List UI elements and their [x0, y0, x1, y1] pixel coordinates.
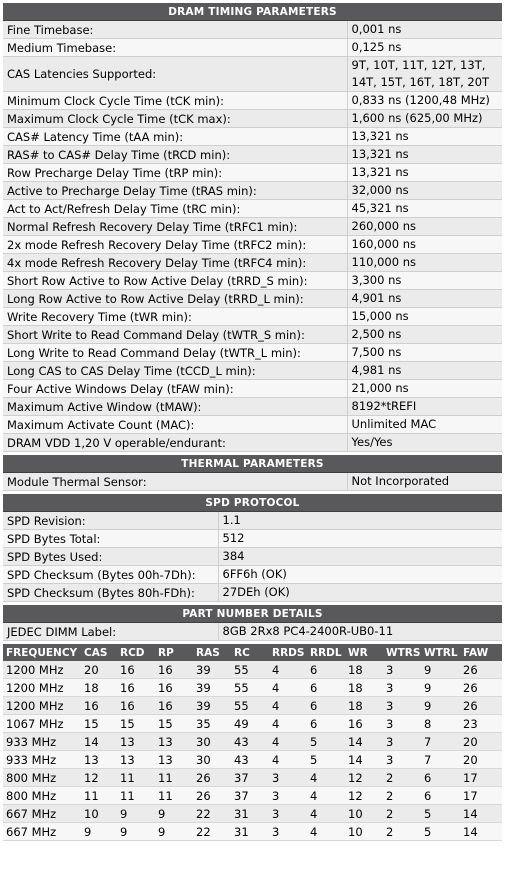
frequency-cell: 3 — [383, 697, 421, 715]
param-value: 6FF6h (OK) — [218, 566, 502, 584]
frequency-cell: 3 — [383, 715, 421, 733]
timing-row — [3, 164, 502, 182]
param-label: SPD Revision: — [3, 512, 218, 530]
timing-row — [3, 110, 502, 128]
frequency-cell: 16 — [117, 661, 155, 679]
param-label: Minimum Clock Cycle Time (tCK min): — [3, 92, 347, 110]
frequency-row — [3, 679, 502, 697]
frequency-cell: 14 — [81, 733, 117, 751]
frequency-cell: 3 — [269, 769, 307, 787]
section-spd-protocol — [3, 494, 502, 602]
frequency-cell: 55 — [231, 661, 269, 679]
frequency-table — [3, 644, 502, 841]
timing-row — [3, 254, 502, 272]
part-row — [3, 623, 502, 641]
frequency-cell: 14 — [345, 751, 383, 769]
frequency-row — [3, 715, 502, 733]
frequency-cell: 6 — [307, 697, 345, 715]
frequency-cell: 6 — [307, 679, 345, 697]
param-value: 9T, 10T, 11T, 12T, 13T, 14T, 15T, 16T, 18T, 20T — [347, 57, 502, 92]
frequency-rows — [3, 661, 502, 841]
column-header: RRDS — [269, 644, 307, 661]
frequency-header-row — [3, 644, 502, 661]
frequency-cell: 7 — [421, 733, 460, 751]
spd-row — [3, 584, 502, 602]
frequency-cell: 16 — [81, 697, 117, 715]
column-header: CAS — [81, 644, 117, 661]
timing-row — [3, 92, 502, 110]
param-label: DRAM VDD 1,20 V operable/endurant: — [3, 434, 347, 452]
section-title-thermal: THERMAL PARAMETERS — [3, 455, 502, 473]
param-value: 8GB 2Rx8 PC4-2400R-UB0-11 — [218, 623, 502, 641]
frequency-cell: 43 — [231, 751, 269, 769]
frequency-cell: 20 — [81, 661, 117, 679]
spd-table — [3, 494, 502, 602]
param-label: Maximum Active Window (tMAW): — [3, 398, 347, 416]
param-value: 1.1 — [218, 512, 502, 530]
frequency-cell: 16 — [117, 697, 155, 715]
spd-row — [3, 530, 502, 548]
frequency-cell: 6 — [307, 661, 345, 679]
param-label: Active to Precharge Delay Time (tRAS min): — [3, 182, 347, 200]
param-value: 110,000 ns — [347, 254, 502, 272]
frequency-cell: 6 — [307, 715, 345, 733]
frequency-row — [3, 697, 502, 715]
param-value: 13,321 ns — [347, 128, 502, 146]
frequency-cell: 4 — [269, 697, 307, 715]
frequency-cell: 7 — [421, 751, 460, 769]
frequency-cell: 3 — [269, 823, 307, 841]
timing-row — [3, 200, 502, 218]
timing-row — [3, 21, 502, 39]
param-value: 45,321 ns — [347, 200, 502, 218]
frequency-cell: 15 — [155, 715, 193, 733]
frequency-cell: 9 — [81, 823, 117, 841]
param-value: 13,321 ns — [347, 146, 502, 164]
param-label: Fine Timebase: — [3, 21, 347, 39]
frequency-cell: 55 — [231, 679, 269, 697]
param-value: Not Incorporated — [347, 473, 502, 491]
timing-row — [3, 308, 502, 326]
frequency-row — [3, 787, 502, 805]
frequency-cell: 3 — [269, 805, 307, 823]
param-label: SPD Bytes Used: — [3, 548, 218, 566]
frequency-cell: 9 — [155, 823, 193, 841]
frequency-cell: 16 — [117, 679, 155, 697]
timing-row — [3, 398, 502, 416]
param-label: Write Recovery Time (tWR min): — [3, 308, 347, 326]
timing-row — [3, 344, 502, 362]
frequency-cell: 667 MHz — [3, 823, 81, 841]
frequency-cell: 4 — [307, 805, 345, 823]
frequency-cell: 1200 MHz — [3, 697, 81, 715]
timing-row — [3, 362, 502, 380]
frequency-cell: 11 — [117, 787, 155, 805]
frequency-cell: 800 MHz — [3, 769, 81, 787]
frequency-cell: 5 — [307, 733, 345, 751]
frequency-cell: 933 MHz — [3, 751, 81, 769]
frequency-cell: 37 — [231, 769, 269, 787]
frequency-cell: 13 — [155, 751, 193, 769]
frequency-cell: 31 — [231, 823, 269, 841]
section-frequency — [3, 644, 502, 841]
thermal-row — [3, 473, 502, 491]
frequency-row — [3, 661, 502, 679]
frequency-cell: 4 — [269, 715, 307, 733]
column-header: WTRL — [421, 644, 460, 661]
param-label: Maximum Activate Count (MAC): — [3, 416, 347, 434]
frequency-cell: 10 — [345, 823, 383, 841]
frequency-cell: 37 — [231, 787, 269, 805]
thermal-rows — [3, 473, 502, 491]
timing-row — [3, 128, 502, 146]
frequency-cell: 9 — [155, 805, 193, 823]
frequency-cell: 39 — [193, 679, 231, 697]
timing-row — [3, 39, 502, 57]
frequency-cell: 3 — [383, 751, 421, 769]
param-value: 0,125 ns — [347, 39, 502, 57]
param-label: Medium Timebase: — [3, 39, 347, 57]
thermal-table — [3, 455, 502, 491]
param-label: SPD Checksum (Bytes 80h-FDh): — [3, 584, 218, 602]
param-label: Four Active Windows Delay (tFAW min): — [3, 380, 347, 398]
param-value: 32,000 ns — [347, 182, 502, 200]
timing-row — [3, 182, 502, 200]
frequency-cell: 26 — [193, 769, 231, 787]
timing-row — [3, 326, 502, 344]
param-value: 384 — [218, 548, 502, 566]
param-label: Module Thermal Sensor: — [3, 473, 347, 491]
param-label: CAS# Latency Time (tAA min): — [3, 128, 347, 146]
column-header: RRDL — [307, 644, 345, 661]
frequency-cell: 18 — [81, 679, 117, 697]
column-header: RP — [155, 644, 193, 661]
param-value: Unlimited MAC — [347, 416, 502, 434]
frequency-cell: 30 — [193, 733, 231, 751]
param-value: 7,500 ns — [347, 344, 502, 362]
frequency-cell: 14 — [345, 733, 383, 751]
param-value: 13,321 ns — [347, 164, 502, 182]
frequency-cell: 16 — [155, 679, 193, 697]
param-value: 8192*tREFI — [347, 398, 502, 416]
frequency-cell: 26 — [193, 787, 231, 805]
frequency-cell: 4 — [269, 661, 307, 679]
frequency-cell: 14 — [460, 823, 502, 841]
section-dram-timing — [3, 3, 502, 452]
param-value: 15,000 ns — [347, 308, 502, 326]
frequency-cell: 18 — [345, 697, 383, 715]
frequency-cell: 8 — [421, 715, 460, 733]
frequency-cell: 17 — [460, 769, 502, 787]
frequency-cell: 23 — [460, 715, 502, 733]
frequency-cell: 13 — [117, 733, 155, 751]
param-label: Long CAS to CAS Delay Time (tCCD_L min): — [3, 362, 347, 380]
frequency-cell: 30 — [193, 751, 231, 769]
param-value: 3,300 ns — [347, 272, 502, 290]
frequency-cell: 9 — [117, 805, 155, 823]
frequency-cell: 2 — [383, 805, 421, 823]
frequency-cell: 16 — [155, 661, 193, 679]
frequency-cell: 6 — [421, 769, 460, 787]
frequency-cell: 35 — [193, 715, 231, 733]
frequency-cell: 26 — [460, 661, 502, 679]
frequency-cell: 4 — [307, 787, 345, 805]
frequency-cell: 4 — [269, 679, 307, 697]
column-header: FREQUENCY — [3, 644, 81, 661]
column-header: RCD — [117, 644, 155, 661]
frequency-cell: 1067 MHz — [3, 715, 81, 733]
part-table — [3, 605, 502, 641]
frequency-cell: 3 — [383, 679, 421, 697]
frequency-cell: 12 — [345, 787, 383, 805]
section-title-timing: DRAM TIMING PARAMETERS — [3, 3, 502, 21]
frequency-cell: 11 — [117, 769, 155, 787]
param-label: RAS# to CAS# Delay Time (tRCD min): — [3, 146, 347, 164]
frequency-cell: 11 — [81, 787, 117, 805]
frequency-cell: 933 MHz — [3, 733, 81, 751]
frequency-cell: 39 — [193, 697, 231, 715]
dram-timing-table — [3, 3, 502, 452]
frequency-cell: 18 — [345, 661, 383, 679]
frequency-row — [3, 751, 502, 769]
frequency-row — [3, 823, 502, 841]
frequency-cell: 20 — [460, 751, 502, 769]
frequency-cell: 3 — [269, 787, 307, 805]
frequency-cell: 11 — [155, 787, 193, 805]
frequency-cell: 4 — [307, 769, 345, 787]
frequency-cell: 16 — [345, 715, 383, 733]
frequency-cell: 12 — [345, 769, 383, 787]
frequency-cell: 3 — [383, 661, 421, 679]
spd-row — [3, 566, 502, 584]
frequency-cell: 26 — [460, 697, 502, 715]
frequency-cell: 4 — [269, 751, 307, 769]
timing-row — [3, 236, 502, 254]
param-label: Act to Act/Refresh Delay Time (tRC min): — [3, 200, 347, 218]
param-label: Maximum Clock Cycle Time (tCK max): — [3, 110, 347, 128]
frequency-cell: 18 — [345, 679, 383, 697]
spd-rows — [3, 512, 502, 602]
frequency-cell: 22 — [193, 823, 231, 841]
frequency-cell: 1200 MHz — [3, 661, 81, 679]
frequency-cell: 3 — [383, 733, 421, 751]
frequency-cell: 16 — [155, 697, 193, 715]
frequency-cell: 9 — [421, 661, 460, 679]
frequency-cell: 39 — [193, 661, 231, 679]
frequency-cell: 5 — [421, 823, 460, 841]
param-label: Long Write to Read Command Delay (tWTR_L min): — [3, 344, 347, 362]
frequency-cell: 5 — [307, 751, 345, 769]
frequency-cell: 13 — [155, 733, 193, 751]
param-label: Long Row Active to Row Active Delay (tRRD_L min): — [3, 290, 347, 308]
param-value: 2,500 ns — [347, 326, 502, 344]
section-title-spd: SPD PROTOCOL — [3, 494, 502, 512]
param-label: Short Row Active to Row Active Delay (tRRD_S min): — [3, 272, 347, 290]
param-label: CAS Latencies Supported: — [3, 57, 347, 92]
timing-row — [3, 146, 502, 164]
timing-row — [3, 380, 502, 398]
frequency-cell: 10 — [81, 805, 117, 823]
spd-row — [3, 548, 502, 566]
timing-row — [3, 272, 502, 290]
param-label: JEDEC DIMM Label: — [3, 623, 218, 641]
frequency-cell: 55 — [231, 697, 269, 715]
spd-info-panel — [3, 3, 502, 841]
frequency-cell: 17 — [460, 787, 502, 805]
param-value: 4,981 ns — [347, 362, 502, 380]
frequency-cell: 5 — [421, 805, 460, 823]
frequency-cell: 11 — [155, 769, 193, 787]
frequency-row — [3, 733, 502, 751]
param-label: 4x mode Refresh Recovery Delay Time (tRFC4 min): — [3, 254, 347, 272]
param-value: Yes/Yes — [347, 434, 502, 452]
frequency-cell: 13 — [117, 751, 155, 769]
param-label: Row Precharge Delay Time (tRP min): — [3, 164, 347, 182]
frequency-cell: 20 — [460, 733, 502, 751]
frequency-cell: 2 — [383, 787, 421, 805]
frequency-cell: 31 — [231, 805, 269, 823]
param-label: Normal Refresh Recovery Delay Time (tRFC1 min): — [3, 218, 347, 236]
frequency-cell: 2 — [383, 823, 421, 841]
column-header: RC — [231, 644, 269, 661]
frequency-cell: 9 — [117, 823, 155, 841]
frequency-cell: 667 MHz — [3, 805, 81, 823]
timing-row — [3, 434, 502, 452]
param-value: 4,901 ns — [347, 290, 502, 308]
timing-rows — [3, 21, 502, 452]
frequency-cell: 14 — [460, 805, 502, 823]
frequency-cell: 10 — [345, 805, 383, 823]
frequency-cell: 4 — [307, 823, 345, 841]
frequency-cell: 15 — [117, 715, 155, 733]
param-value: 0,001 ns — [347, 21, 502, 39]
timing-row — [3, 57, 502, 92]
param-value: 160,000 ns — [347, 236, 502, 254]
part-rows — [3, 623, 502, 641]
frequency-cell: 49 — [231, 715, 269, 733]
frequency-cell: 9 — [421, 697, 460, 715]
column-header: WTRS — [383, 644, 421, 661]
frequency-row — [3, 805, 502, 823]
frequency-cell: 9 — [421, 679, 460, 697]
param-label: SPD Checksum (Bytes 00h-7Dh): — [3, 566, 218, 584]
timing-row — [3, 218, 502, 236]
frequency-cell: 2 — [383, 769, 421, 787]
param-value: 1,600 ns (625,00 MHz) — [347, 110, 502, 128]
param-label: 2x mode Refresh Recovery Delay Time (tRFC2 min): — [3, 236, 347, 254]
param-value: 27DEh (OK) — [218, 584, 502, 602]
column-header: RAS — [193, 644, 231, 661]
frequency-cell: 6 — [421, 787, 460, 805]
frequency-cell: 1200 MHz — [3, 679, 81, 697]
column-header: WR — [345, 644, 383, 661]
param-value: 512 — [218, 530, 502, 548]
section-part-number — [3, 605, 502, 641]
frequency-cell: 4 — [269, 733, 307, 751]
spd-row — [3, 512, 502, 530]
section-title-part: PART NUMBER DETAILS — [3, 605, 502, 623]
frequency-cell: 800 MHz — [3, 787, 81, 805]
frequency-cell: 13 — [81, 751, 117, 769]
param-label: Short Write to Read Command Delay (tWTR_S min): — [3, 326, 347, 344]
param-label: SPD Bytes Total: — [3, 530, 218, 548]
param-value: 21,000 ns — [347, 380, 502, 398]
column-header: FAW — [460, 644, 502, 661]
frequency-row — [3, 769, 502, 787]
frequency-cell: 22 — [193, 805, 231, 823]
frequency-cell: 15 — [81, 715, 117, 733]
param-value: 260,000 ns — [347, 218, 502, 236]
frequency-cell: 12 — [81, 769, 117, 787]
section-thermal — [3, 455, 502, 491]
frequency-cell: 43 — [231, 733, 269, 751]
frequency-cell: 26 — [460, 679, 502, 697]
timing-row — [3, 290, 502, 308]
timing-row — [3, 416, 502, 434]
param-value: 0,833 ns (1200,48 MHz) — [347, 92, 502, 110]
